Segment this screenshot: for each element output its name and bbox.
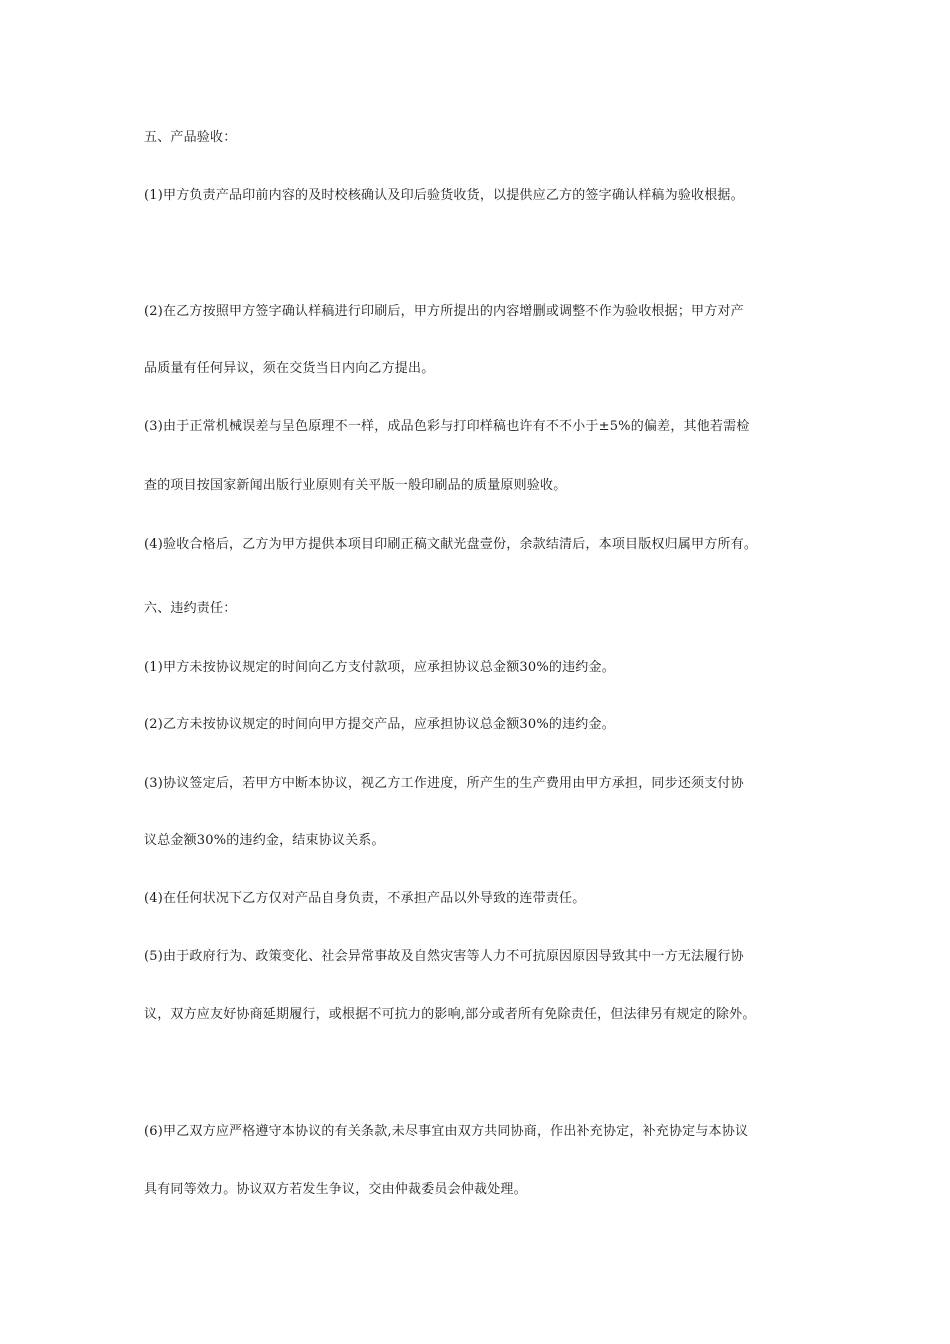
section-6-line-1: (1)甲方未按协议规定的时间向乙方支付款项，应承担协议总金额30%的违约金。 [144,660,615,675]
section-6-line-2: (2)乙方未按协议规定的时间向甲方提交产品，应承担协议总金额30%的违约金。 [144,717,615,732]
section-5-line-6: (4)验收合格后，乙方为甲方提供本项目印刷正稿文献光盘壹份，余款结清后，本项目版权归属甲方所有。 [144,537,758,552]
section-6-line-5: (4)在任何状况下乙方仅对产品自身负责，不承担产品以外导致的连带责任。 [144,891,586,906]
section-5-line-5: 查的项目按国家新闻出版行业原则有关平版一般印刷品的质量原则验收。 [144,478,567,493]
section-5-heading: 五、产品验收： [144,130,237,145]
section-6-line-3: (3)协议签定后，若甲方中断本协议，视乙方工作进度，所产生的生产费用由甲方承担，同步还须支付协 [144,776,744,791]
section-6-line-4: 议总金额30%的违约金，结束协议关系。 [144,833,385,848]
section-5-line-4: (3)由于正常机械误差与呈色原理不一样，成品色彩与打印样稿也许有不不小于±5%的偏差，其他若需检 [144,419,750,434]
section-5-line-1: (1)甲方负责产品印前内容的及时校核确认及印后验货收货，以提供应乙方的签字确认样稿为验收根据。 [144,188,744,203]
section-5-line-2: (2)在乙方按照甲方签字确认样稿进行印刷后，甲方所提出的内容增删或调整不作为验收根据；甲方对产 [144,304,744,319]
section-6-line-8: (6)甲乙双方应严格遵守本协议的有关条款,未尽事宜由双方共同协商，作出补充协定，补充协定与本协议 [144,1124,749,1139]
section-6-line-6: (5)由于政府行为、政策变化、社会异常事故及自然灾害等人力不可抗原因原因导致其中一方无法履行协 [144,949,744,964]
section-6-line-7: 议，双方应友好协商延期履行，或根据不可抗力的影响,部分或者所有免除责任，但法律另有规定的除外。 [144,1007,756,1022]
section-6-line-9: 具有同等效力。协议双方若发生争议，交由仲裁委员会仲裁处理。 [144,1182,527,1197]
section-5-line-3: 品质量有任何异议，须在交货当日内向乙方提出。 [144,361,435,376]
section-6-heading: 六、违约责任： [144,601,237,616]
